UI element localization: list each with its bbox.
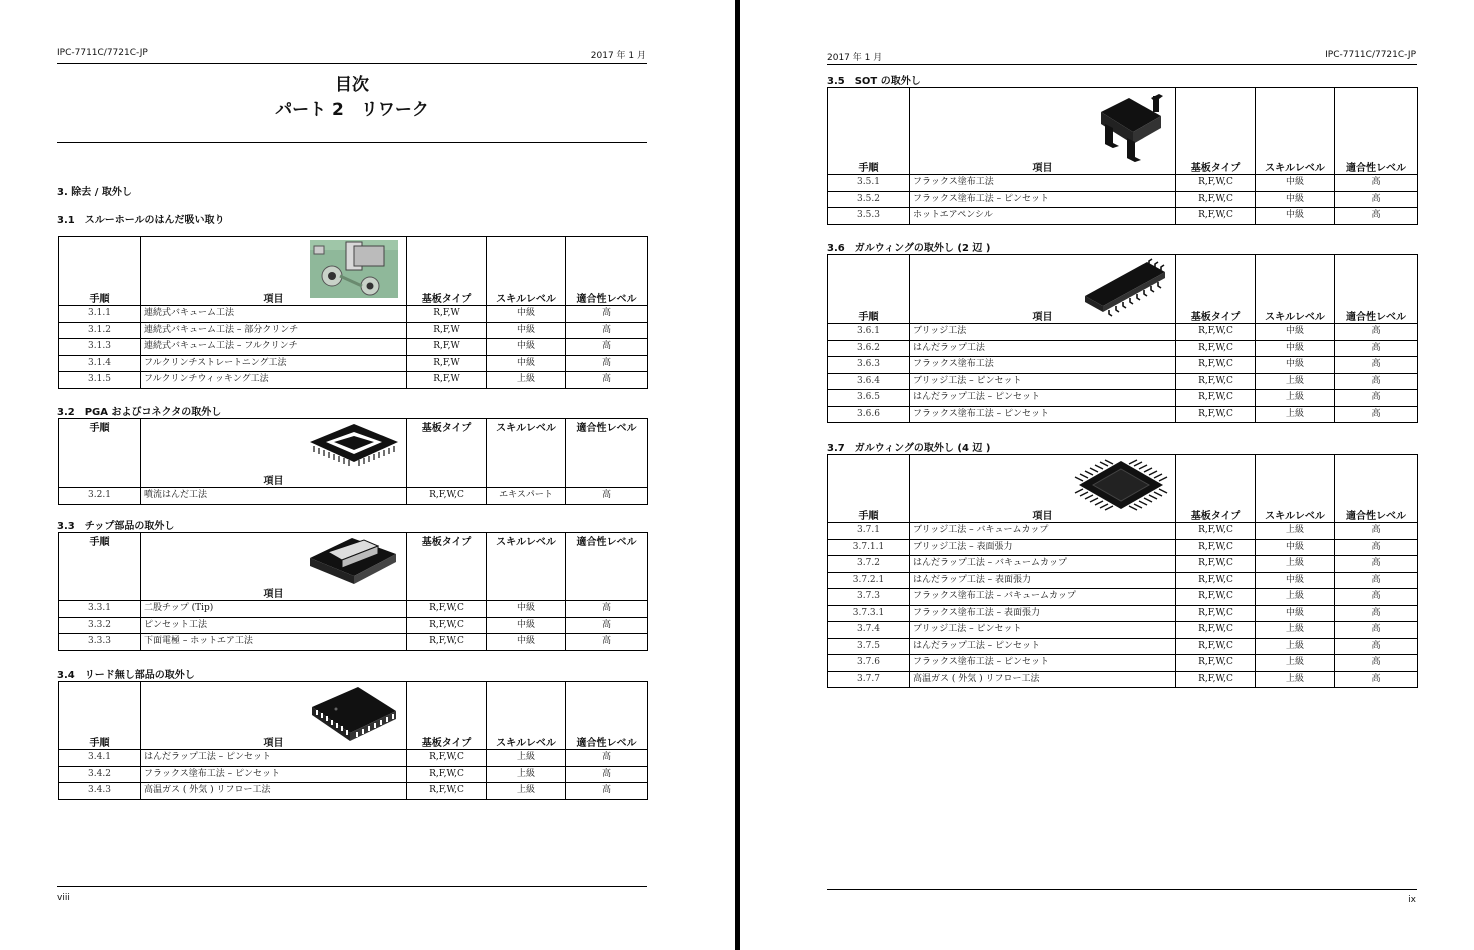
col-board: 基板タイプ xyxy=(407,682,487,750)
col-item xyxy=(141,533,407,601)
col-conformance: 適合性レベル xyxy=(566,682,648,750)
level-cell: 高 xyxy=(1335,556,1418,573)
board-cell: R,F,W xyxy=(407,306,487,323)
table-row xyxy=(59,355,648,372)
col-board: 基板タイプ xyxy=(1176,255,1256,324)
col-item-label: 項目 xyxy=(263,294,284,305)
table-row xyxy=(828,390,1418,407)
item-cell: ホットエアペンシル xyxy=(910,208,1176,225)
item-cell: ブリッジ工法 xyxy=(910,324,1176,341)
item-cell: フルクリンチストレートニング工法 xyxy=(141,355,407,372)
level-cell: 高 xyxy=(566,339,648,356)
table-3-4 xyxy=(58,681,648,800)
step-cell: 3.6.5 xyxy=(828,390,910,407)
level-cell: 高 xyxy=(566,634,648,651)
level-cell: 高 xyxy=(566,355,648,372)
skill-cell: 上級 xyxy=(1256,655,1335,672)
skill-cell: 中級 xyxy=(1256,208,1335,225)
step-cell: 3.6.4 xyxy=(828,373,910,390)
step-cell: 3.6.2 xyxy=(828,340,910,357)
skill-cell: 上級 xyxy=(1256,373,1335,390)
col-conformance: 適合性レベル xyxy=(1335,255,1418,324)
step-cell: 3.7.1.1 xyxy=(828,539,910,556)
board-cell: R,F,W,C xyxy=(1176,340,1256,357)
board-cell: R,F,W,C xyxy=(1176,357,1256,374)
col-step: 手順 xyxy=(828,255,910,324)
col-item-label: 項目 xyxy=(1032,312,1053,323)
skill-cell: 中級 xyxy=(487,617,566,634)
skill-cell: 中級 xyxy=(487,339,566,356)
skill-cell: 中級 xyxy=(1256,539,1335,556)
col-item xyxy=(910,88,1176,175)
level-cell: 高 xyxy=(1335,390,1418,407)
col-step: 手順 xyxy=(828,88,910,175)
table-row xyxy=(828,406,1418,423)
table-header-row xyxy=(828,255,1418,324)
level-cell: 高 xyxy=(566,750,648,767)
level-cell: 高 xyxy=(566,306,648,323)
table-row xyxy=(59,634,648,651)
level-cell: 高 xyxy=(566,617,648,634)
col-item xyxy=(910,255,1176,324)
level-cell: 高 xyxy=(1335,655,1418,672)
board-cell: R,F,W,C xyxy=(1176,589,1256,606)
board-cell: R,F,W xyxy=(407,355,487,372)
step-cell: 3.3.2 xyxy=(59,617,141,634)
board-cell: R,F,W,C xyxy=(1176,390,1256,407)
step-cell: 3.1.3 xyxy=(59,339,141,356)
level-cell: 高 xyxy=(1335,208,1418,225)
item-cell: ピンセット工法 xyxy=(141,617,407,634)
table-3-1 xyxy=(58,236,648,389)
col-conformance: 適合性レベル xyxy=(1335,455,1418,523)
board-cell: R,F,W,C xyxy=(1176,671,1256,688)
board-cell: R,F,W,C xyxy=(1176,572,1256,589)
step-cell: 3.2.1 xyxy=(59,488,141,505)
step-cell: 3.6.1 xyxy=(828,324,910,341)
table-row xyxy=(59,766,648,783)
skill-cell: 中級 xyxy=(487,322,566,339)
level-cell: 高 xyxy=(1335,605,1418,622)
level-cell: 高 xyxy=(1335,406,1418,423)
col-item xyxy=(910,455,1176,523)
step-cell: 3.5.1 xyxy=(828,175,910,192)
level-cell: 高 xyxy=(566,322,648,339)
board-cell: R,F,W xyxy=(407,372,487,389)
sot-component-icon xyxy=(1093,92,1169,164)
step-cell: 3.7.3.1 xyxy=(828,605,910,622)
step-cell: 3.6.3 xyxy=(828,357,910,374)
left-page xyxy=(0,0,736,950)
skill-cell: 上級 xyxy=(487,783,566,800)
board-cell: R,F,W,C xyxy=(1176,373,1256,390)
table-row xyxy=(828,556,1418,573)
skill-cell: エキスパート xyxy=(487,488,566,505)
step-cell: 3.1.4 xyxy=(59,355,141,372)
skill-cell: 中級 xyxy=(487,601,566,618)
board-cell: R,F,W,C xyxy=(1176,638,1256,655)
level-cell: 高 xyxy=(566,601,648,618)
step-cell: 3.7.6 xyxy=(828,655,910,672)
col-board: 基板タイプ xyxy=(407,419,487,488)
col-board: 基板タイプ xyxy=(407,533,487,601)
item-cell: はんだラップ工法 – ピンセット xyxy=(910,390,1176,407)
level-cell: 高 xyxy=(1335,622,1418,639)
col-item xyxy=(141,237,407,306)
col-item-label: 項目 xyxy=(263,738,284,749)
item-cell: フラックス塗布工法 – バキュームカップ xyxy=(910,589,1176,606)
col-item-label: 項目 xyxy=(263,589,284,600)
col-skill: スキルレベル xyxy=(1256,255,1335,324)
step-cell: 3.3.3 xyxy=(59,634,141,651)
skill-cell: 上級 xyxy=(1256,556,1335,573)
item-cell: ブリッジ工法 – ピンセット xyxy=(910,373,1176,390)
section-heading-3-3: 3.3 チップ部品の取外し xyxy=(57,521,175,532)
table-row xyxy=(59,601,648,618)
table-row xyxy=(59,306,648,323)
table-3-2 xyxy=(58,418,648,505)
board-cell: R,F,W,C xyxy=(1176,605,1256,622)
title-rule xyxy=(57,142,647,143)
step-cell: 3.4.1 xyxy=(59,750,141,767)
table-row xyxy=(59,322,648,339)
table-3-7 xyxy=(827,454,1418,688)
board-cell: R,F,W,C xyxy=(1176,556,1256,573)
table-row xyxy=(828,373,1418,390)
item-cell: 連続式バキューム工法 – 部分クリンチ xyxy=(141,322,407,339)
table-row xyxy=(828,324,1418,341)
board-cell: R,F,W,C xyxy=(407,766,487,783)
level-cell: 高 xyxy=(1335,523,1418,540)
item-cell: フラックス塗布工法 – ピンセット xyxy=(910,406,1176,423)
col-board: 基板タイプ xyxy=(1176,455,1256,523)
step-cell: 3.7.7 xyxy=(828,671,910,688)
table-header-row xyxy=(828,455,1418,523)
col-conformance: 適合性レベル xyxy=(566,419,648,488)
table-row xyxy=(828,539,1418,556)
table-row xyxy=(59,783,648,800)
skill-cell: 上級 xyxy=(1256,622,1335,639)
board-cell: R,F,W,C xyxy=(407,601,487,618)
step-cell: 3.7.2.1 xyxy=(828,572,910,589)
level-cell: 高 xyxy=(1335,589,1418,606)
skill-cell: 上級 xyxy=(1256,406,1335,423)
col-board: 基板タイプ xyxy=(1176,88,1256,175)
table-row xyxy=(828,208,1418,225)
level-cell: 高 xyxy=(1335,638,1418,655)
table-row xyxy=(59,617,648,634)
skill-cell: 中級 xyxy=(1256,191,1335,208)
step-cell: 3.1.2 xyxy=(59,322,141,339)
step-cell: 3.1.5 xyxy=(59,372,141,389)
col-skill: スキルレベル xyxy=(1256,88,1335,175)
skill-cell: 中級 xyxy=(1256,572,1335,589)
skill-cell: 中級 xyxy=(1256,605,1335,622)
step-cell: 3.6.6 xyxy=(828,406,910,423)
item-cell: フラックス塗布工法 – 表面張力 xyxy=(910,605,1176,622)
board-cell: R,F,W,C xyxy=(407,783,487,800)
page-number: ix xyxy=(1408,895,1416,905)
board-cell: R,F,W,C xyxy=(407,750,487,767)
table-header-row xyxy=(59,419,648,488)
item-cell: 噴流はんだ工法 xyxy=(141,488,407,505)
board-cell: R,F,W,C xyxy=(1176,406,1256,423)
level-cell: 高 xyxy=(1335,671,1418,688)
section-heading-3-2: 3.2 PGA およびコネクタの取外し xyxy=(57,407,222,418)
board-cell: R,F,W,C xyxy=(407,617,487,634)
skill-cell: 中級 xyxy=(487,634,566,651)
col-step: 手順 xyxy=(59,682,141,750)
step-cell: 3.4.2 xyxy=(59,766,141,783)
footer-rule xyxy=(57,886,647,887)
level-cell: 高 xyxy=(566,783,648,800)
item-cell: フラックス塗布工法 – ピンセット xyxy=(910,191,1176,208)
item-cell: フラックス塗布工法 xyxy=(910,175,1176,192)
col-step: 手順 xyxy=(59,533,141,601)
skill-cell: 上級 xyxy=(1256,589,1335,606)
skill-cell: 上級 xyxy=(1256,390,1335,407)
item-cell: フラックス塗布工法 – ピンセット xyxy=(910,655,1176,672)
col-skill: スキルレベル xyxy=(1256,455,1335,523)
skill-cell: 上級 xyxy=(487,750,566,767)
skill-cell: 中級 xyxy=(1256,357,1335,374)
item-cell: フラックス塗布工法 – ピンセット xyxy=(141,766,407,783)
skill-cell: 中級 xyxy=(1256,175,1335,192)
section-heading-3-7: 3.7 ガルウィングの取外し (4 辺 ) xyxy=(827,443,991,454)
level-cell: 高 xyxy=(1335,572,1418,589)
col-item xyxy=(141,419,407,488)
table-row xyxy=(828,357,1418,374)
item-cell: ブリッジ工法 – ピンセット xyxy=(910,622,1176,639)
table-row xyxy=(828,523,1418,540)
table-row xyxy=(828,175,1418,192)
board-cell: R,F,W,C xyxy=(1176,655,1256,672)
col-conformance: 適合性レベル xyxy=(566,533,648,601)
table-header-row xyxy=(59,237,648,306)
page-title: 目次 xyxy=(335,75,369,95)
skill-cell: 上級 xyxy=(487,766,566,783)
item-cell: フラックス塗布工法 xyxy=(910,357,1176,374)
table-row xyxy=(59,750,648,767)
skill-cell: 上級 xyxy=(487,372,566,389)
footer-rule xyxy=(827,889,1417,890)
col-conformance: 適合性レベル xyxy=(1335,88,1418,175)
level-cell: 高 xyxy=(1335,539,1418,556)
step-cell: 3.4.3 xyxy=(59,783,141,800)
header-doc-id: IPC-7711C/7721C-JP xyxy=(1325,50,1416,60)
pga-component-icon xyxy=(306,422,402,468)
level-cell: 高 xyxy=(1335,373,1418,390)
right-page xyxy=(742,0,1474,950)
level-cell: 高 xyxy=(1335,357,1418,374)
board-cell: R,F,W xyxy=(407,322,487,339)
item-cell: フルクリンチウィッキング工法 xyxy=(141,372,407,389)
section-heading-3-1: 3.1 スルーホールのはんだ吸い取り xyxy=(57,215,225,226)
col-item-label: 項目 xyxy=(263,476,284,487)
item-cell: ブリッジ工法 – バキュームカップ xyxy=(910,523,1176,540)
page-number: viii xyxy=(57,893,70,903)
item-cell: 下面電極 – ホットエア工法 xyxy=(141,634,407,651)
table-row xyxy=(828,671,1418,688)
table-row xyxy=(828,655,1418,672)
col-item-label: 項目 xyxy=(1032,163,1053,174)
header-rule xyxy=(57,63,647,64)
item-cell: ブリッジ工法 – 表面張力 xyxy=(910,539,1176,556)
level-cell: 高 xyxy=(566,372,648,389)
table-header-row xyxy=(59,533,648,601)
skill-cell: 中級 xyxy=(1256,324,1335,341)
step-cell: 3.7.1 xyxy=(828,523,910,540)
item-cell: はんだラップ工法 – ピンセット xyxy=(910,638,1176,655)
level-cell: 高 xyxy=(566,488,648,505)
item-cell: 高温ガス ( 外気 ) リフロー工法 xyxy=(141,783,407,800)
table-row xyxy=(59,339,648,356)
page-subtitle: パート 2 リワーク xyxy=(275,100,429,120)
level-cell: 高 xyxy=(1335,191,1418,208)
level-cell: 高 xyxy=(1335,340,1418,357)
board-cell: R,F,W xyxy=(407,339,487,356)
level-cell: 高 xyxy=(1335,324,1418,341)
table-row xyxy=(828,572,1418,589)
section-heading-3-4: 3.4 リード無し部品の取外し xyxy=(57,670,195,681)
header-date: 2017 年 1 月 xyxy=(590,51,646,61)
board-cell: R,F,W,C xyxy=(1176,523,1256,540)
col-step: 手順 xyxy=(59,419,141,488)
level-cell: 高 xyxy=(566,766,648,783)
item-cell: はんだラップ工法 – 表面張力 xyxy=(910,572,1176,589)
step-cell: 3.7.2 xyxy=(828,556,910,573)
section-heading-3-6: 3.6 ガルウィングの取外し (2 辺 ) xyxy=(827,243,991,254)
table-row xyxy=(828,605,1418,622)
item-cell: 高温ガス ( 外気 ) リフロー工法 xyxy=(910,671,1176,688)
header-rule xyxy=(827,64,1417,65)
section-heading-3: 3. 除去 / 取外し xyxy=(57,187,132,198)
header-doc-id: IPC-7711C/7721C-JP xyxy=(57,48,148,58)
board-cell: R,F,W,C xyxy=(1176,175,1256,192)
col-skill: スキルレベル xyxy=(487,533,566,601)
step-cell: 3.7.4 xyxy=(828,622,910,639)
board-cell: R,F,W,C xyxy=(1176,208,1256,225)
section-heading-3-5: 3.5 SOT の取外し xyxy=(827,76,921,87)
skill-cell: 上級 xyxy=(1256,523,1335,540)
board-cell: R,F,W,C xyxy=(407,634,487,651)
table-row xyxy=(828,589,1418,606)
col-skill: スキルレベル xyxy=(487,682,566,750)
skill-cell: 上級 xyxy=(1256,638,1335,655)
board-cell: R,F,W,C xyxy=(1176,539,1256,556)
table-row xyxy=(828,340,1418,357)
table-row xyxy=(59,372,648,389)
step-cell: 3.5.2 xyxy=(828,191,910,208)
col-item-label: 項目 xyxy=(1032,511,1053,522)
step-cell: 3.7.3 xyxy=(828,589,910,606)
table-3-6 xyxy=(827,254,1418,423)
col-skill: スキルレベル xyxy=(487,237,566,306)
board-cell: R,F,W,C xyxy=(1176,324,1256,341)
col-skill: スキルレベル xyxy=(487,419,566,488)
step-cell: 3.7.5 xyxy=(828,638,910,655)
table-row xyxy=(59,488,648,505)
col-item xyxy=(141,682,407,750)
table-header-row xyxy=(59,682,648,750)
skill-cell: 上級 xyxy=(1256,671,1335,688)
col-step: 手順 xyxy=(59,237,141,306)
col-board: 基板タイプ xyxy=(407,237,487,306)
table-row xyxy=(828,191,1418,208)
page-divider xyxy=(735,0,740,950)
item-cell: はんだラップ工法 – ピンセット xyxy=(141,750,407,767)
table-3-5 xyxy=(827,87,1418,225)
item-cell: 連続式バキューム工法 xyxy=(141,306,407,323)
col-step: 手順 xyxy=(828,455,910,523)
item-cell: はんだラップ工法 xyxy=(910,340,1176,357)
step-cell: 3.3.1 xyxy=(59,601,141,618)
step-cell: 3.5.3 xyxy=(828,208,910,225)
skill-cell: 中級 xyxy=(487,306,566,323)
level-cell: 高 xyxy=(1335,175,1418,192)
table-header-row xyxy=(828,88,1418,175)
table-row xyxy=(828,622,1418,639)
col-conformance: 適合性レベル xyxy=(566,237,648,306)
table-row xyxy=(828,638,1418,655)
board-cell: R,F,W,C xyxy=(407,488,487,505)
step-cell: 3.1.1 xyxy=(59,306,141,323)
chip-component-icon xyxy=(306,536,400,586)
board-cell: R,F,W,C xyxy=(1176,622,1256,639)
skill-cell: 中級 xyxy=(1256,340,1335,357)
item-cell: 二股チップ (Tip) xyxy=(141,601,407,618)
board-cell: R,F,W,C xyxy=(1176,191,1256,208)
skill-cell: 中級 xyxy=(487,355,566,372)
header-date: 2017 年 1 月 xyxy=(827,53,883,63)
item-cell: はんだラップ工法 – バキュームカップ xyxy=(910,556,1176,573)
table-3-3 xyxy=(58,532,648,651)
item-cell: 連続式バキューム工法 – フルクリンチ xyxy=(141,339,407,356)
